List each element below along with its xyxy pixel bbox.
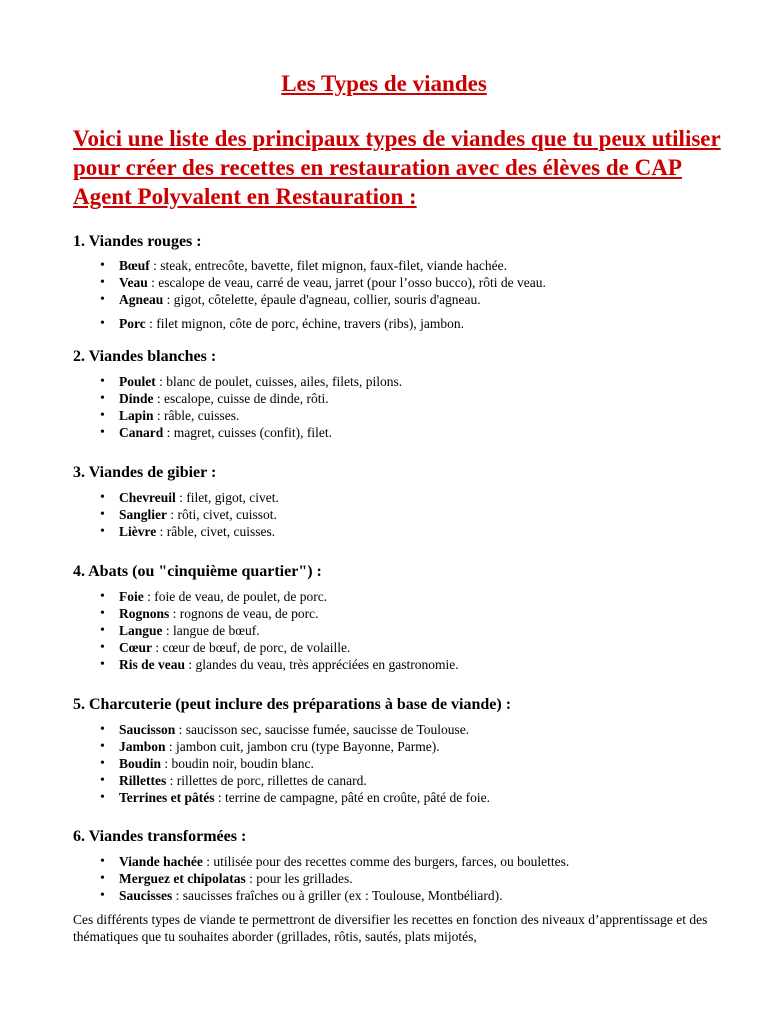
item-term: Canard [119, 425, 164, 440]
list-item [98, 772, 738, 789]
item-term: Merguez et chipolatas [119, 871, 246, 886]
item-term: Rognons [119, 606, 170, 621]
list-item [98, 721, 738, 738]
item-term: Cœur [119, 640, 152, 655]
item-desc: : saucisson sec, saucisse fumée, saucisse de Toulouse. [175, 722, 470, 737]
list-item [98, 738, 738, 755]
item-term: Saucisses [119, 888, 173, 903]
item-desc: : blanc de poulet, cuisses, ailes, filets, pilons. [155, 374, 403, 389]
item-desc: : pour les grillades. [245, 871, 353, 886]
list-item [98, 789, 738, 806]
item-desc: : boudin noir, boudin blanc. [161, 756, 314, 771]
section-heading-red-meats: 1. Viandes rouges : [73, 233, 202, 250]
page-title: Les Types de viandes [281, 71, 487, 96]
list-item [98, 588, 738, 605]
list-item [98, 506, 738, 523]
intro-heading: Voici une liste des principaux types de viandes que tu peux utiliser pour créer des recettes en restauration avec des élèves de CAP Agent Polyvalent en Restauration : [73, 126, 721, 209]
list-white-meats [98, 373, 738, 441]
list-item [98, 622, 738, 639]
list-item [98, 390, 738, 407]
list-red-meats [98, 257, 738, 332]
list-offal [98, 588, 738, 673]
item-term: Terrines et pâtés [119, 790, 215, 805]
list-item [98, 870, 738, 887]
item-term: Saucisson [119, 722, 176, 737]
item-desc: : râble, civet, cuisses. [156, 524, 276, 539]
item-desc: : rôti, civet, cuissot. [167, 507, 277, 522]
section-heading-offal: 4. Abats (ou "cinquième quartier") : [73, 563, 322, 580]
list-item [98, 315, 738, 332]
list-item [98, 274, 738, 291]
list-charcuterie [98, 721, 738, 806]
list-item [98, 755, 738, 772]
item-term: Poulet [119, 374, 156, 389]
item-desc: : langue de bœuf. [162, 623, 260, 638]
item-desc: : filet, gigot, civet. [175, 490, 279, 505]
section-heading-charcuterie: 5. Charcuterie (peut inclure des préparations à base de viande) : [73, 696, 512, 713]
item-desc: : escalope de veau, carré de veau, jarret (pour l’osso bucco), rôti de veau. [147, 275, 546, 290]
item-desc: : glandes du veau, très appréciées en gastronomie. [185, 657, 459, 672]
item-desc: : râble, cuisses. [153, 408, 240, 423]
item-desc: : gigot, côtelette, épaule d'agneau, collier, souris d'agneau. [163, 292, 481, 307]
list-processed-meats [98, 853, 738, 904]
item-desc: : saucisses fraîches ou à griller (ex : Toulouse, Montbéliard). [172, 888, 503, 903]
item-term: Ris de veau [119, 657, 186, 672]
list-item [98, 853, 738, 870]
section-heading-game-meats: 3. Viandes de gibier : [73, 464, 217, 481]
list-item [98, 257, 738, 274]
item-term: Boudin [119, 756, 162, 771]
item-term: Langue [119, 623, 163, 638]
item-term: Lapin [119, 408, 154, 423]
item-term: Bœuf [119, 258, 150, 273]
list-item [98, 373, 738, 390]
item-desc: : foie de veau, de poulet, de porc. [143, 589, 328, 604]
list-item [98, 656, 738, 673]
item-term: Dinde [119, 391, 154, 406]
item-desc: : rillettes de porc, rillettes de canard. [166, 773, 367, 788]
item-desc: : rognons de veau, de porc. [169, 606, 319, 621]
item-desc: : magret, cuisses (confit), filet. [163, 425, 332, 440]
section-heading-processed-meats: 6. Viandes transformées : [73, 828, 247, 845]
item-term: Viande hachée [119, 854, 203, 869]
closing-paragraph: Ces différents types de viande te permettront de diversifier les recettes en fonction des niveaux d’apprentissage et des thématiques que tu souhaites aborder (grillades, rôtis, sautés, plats mijotés, [73, 912, 708, 944]
item-desc: : jambon cuit, jambon cru (type Bayonne, Parme). [165, 739, 440, 754]
list-item [98, 887, 738, 904]
item-desc: : filet mignon, côte de porc, échine, travers (ribs), jambon. [145, 316, 465, 331]
item-term: Foie [119, 589, 144, 604]
item-desc: : cœur de bœuf, de porc, de volaille. [152, 640, 351, 655]
list-item [98, 291, 738, 308]
item-desc: : utilisée pour des recettes comme des burgers, farces, ou boulettes. [202, 854, 570, 869]
list-item [98, 605, 738, 622]
list-item [98, 639, 738, 656]
list-item [98, 407, 738, 424]
item-term: Rillettes [119, 773, 167, 788]
item-term: Lièvre [119, 524, 157, 539]
item-desc: : terrine de campagne, pâté en croûte, pâté de foie. [214, 790, 490, 805]
item-term: Veau [119, 275, 148, 290]
item-desc: : escalope, cuisse de dinde, rôti. [153, 391, 329, 406]
section-heading-white-meats: 2. Viandes blanches : [73, 348, 217, 365]
list-item [98, 424, 738, 441]
item-term: Agneau [119, 292, 164, 307]
item-term: Jambon [119, 739, 166, 754]
item-desc: : steak, entrecôte, bavette, filet mignon, faux-filet, viande hachée. [149, 258, 507, 273]
item-term: Porc [119, 316, 146, 331]
item-term: Chevreuil [119, 490, 176, 505]
list-game-meats [98, 489, 738, 540]
list-item [98, 523, 738, 540]
item-term: Sanglier [119, 507, 168, 522]
list-item [98, 489, 738, 506]
